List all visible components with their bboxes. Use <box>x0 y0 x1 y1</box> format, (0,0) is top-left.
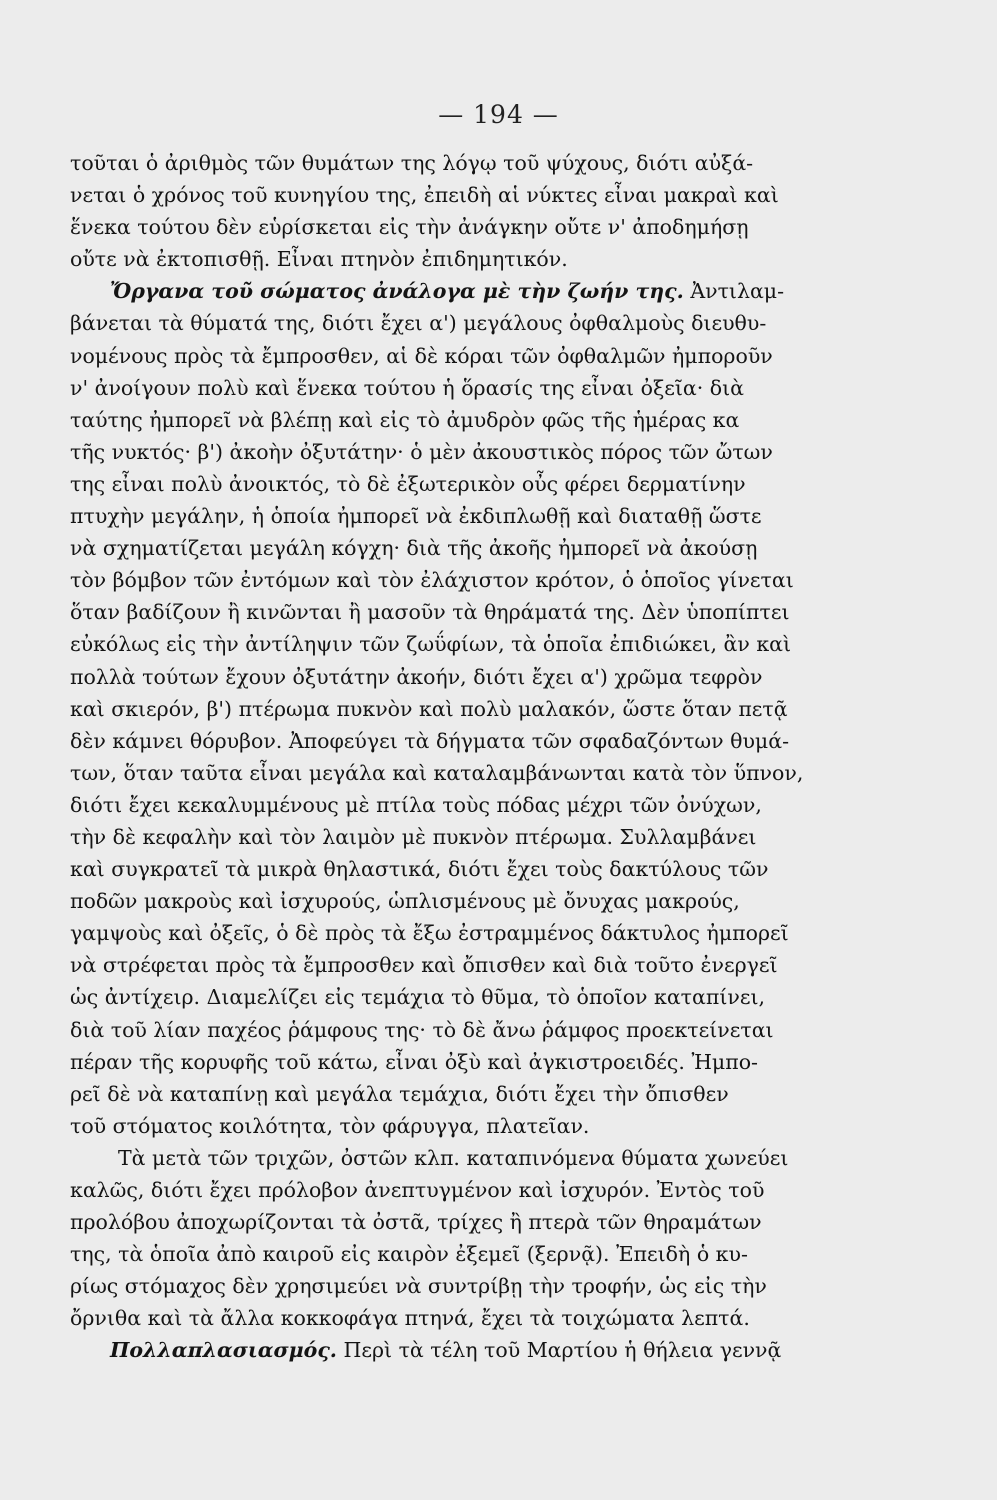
line-text: νὰ σχηματίζεται μεγάλη κόγχη· διὰ τῆς ἀκοῆς ἠμπορεῖ νὰ ἀκούσῃ <box>70 536 758 561</box>
text-line <box>70 789 940 821</box>
line-text: τοῦται ὁ ἀριθμὸς τῶν θυμάτων της λόγῳ τοῦ ψύχους, διότι αὐξά- <box>70 151 754 175</box>
line-text: πτυχὴν μεγάλην, ἡ ὁποία ἠμπορεῖ νὰ ἐκδιπλωθῇ καὶ διαταθῇ ὥστε <box>70 504 762 529</box>
line-text: τὸν βόμβον τῶν ἐντόμων καὶ τὸν ἐλάχιστον κρότον, ὁ ὁποῖος γίνεται <box>70 568 794 593</box>
line-text: των, ὅταν ταῦτα εἶναι μεγάλα καὶ καταλαμβάνωνται κατὰ τὸν ὕπνον, <box>70 760 804 785</box>
line-text: διὰ τοῦ λίαν παχέος ῥάμφους της· τὸ δὲ ἄνω ῥάμφος προεκτείνεται <box>70 1017 774 1042</box>
line-text: της, τὰ ὁποῖα ἀπὸ καιροῦ εἰς καιρὸν ἐξεμεῖ (ξερνᾷ). Ἐπειδὴ ὁ κυ- <box>70 1242 748 1267</box>
line-text: ὄρνιθα καὶ τὰ ἄλλα κοκκοφάγα πτηνά, ἔχει τὰ τοιχώματα λεπτά. <box>70 1306 750 1331</box>
text-line <box>70 1270 940 1302</box>
text-line <box>70 1334 940 1366</box>
text-line <box>70 307 940 339</box>
text-line <box>70 1046 940 1078</box>
line-text: καὶ σκιερόν, β') πτέρωμα πυκνὸν καὶ πολὺ μαλακόν, ὥστε ὅταν πετᾷ <box>70 696 788 721</box>
text-line <box>70 1174 940 1206</box>
text-line <box>70 1206 940 1238</box>
line-text: νεται ὁ χρόνος τοῦ κυνηγίου της, ἐπειδὴ αἱ νύκτες εἶναι μακραὶ καὶ <box>70 183 779 208</box>
line-text: Περὶ τὰ τέλη τοῦ Μαρτίου ἡ θήλεια γεννᾷ <box>336 1338 782 1363</box>
body-text <box>70 147 940 1367</box>
line-text: ὡς ἀντίχειρ. Διαμελίζει εἰς τεμάχια τὸ θῦμα, τὸ ὁποῖον καταπίνει, <box>70 985 766 1010</box>
text-line <box>70 436 940 468</box>
line-text: τῆς νυκτός· β') ἀκοὴν ὀξυτάτην· ὁ μὲν ἀκουστικὸς πόρος τῶν ὤτων <box>70 439 773 464</box>
line-text: προλόβου ἀποχωρίζονται τὰ ὀστᾶ, τρίχες ἢ πτερὰ τῶν θηραμάτων <box>70 1210 762 1235</box>
text-line <box>70 179 940 211</box>
text-line <box>70 949 940 981</box>
line-text: ἕνεκα τούτου δὲν εὑρίσκεται εἰς τὴν ἀνάγκην οὔτε ν' ἀποδημήσῃ <box>70 215 749 240</box>
line-text: εὐκόλως εἰς τὴν ἀντίληψιν τῶν ζωΰφίων, τὰ ὁποῖα ἐπιδιώκει, ἂν καὶ <box>70 632 792 657</box>
text-line <box>70 1238 940 1270</box>
text-line <box>70 885 940 917</box>
line-text: ρεῖ δὲ νὰ καταπίνῃ καὶ μεγάλα τεμάχια, διότι ἔχει τὴν ὄπισθεν <box>70 1081 729 1106</box>
line-text: πολλὰ τούτων ἔχουν ὀξυτάτην ἀκοήν, διότι ἔχει α') χρῶμα τεφρὸν <box>70 664 763 689</box>
line-text: δὲν κάμνει θόρυβον. Ἀποφεύγει τὰ δήγματα τῶν σφαδαζόντων θυμά- <box>70 728 790 753</box>
text-line <box>70 628 940 660</box>
section-heading: Ὄργανα τοῦ σώματος ἀνάλογα μὲ τὴν ζωήν της. <box>110 279 684 304</box>
page-number: — 194 — <box>438 100 559 129</box>
text-line <box>70 532 940 564</box>
text-line <box>70 917 940 949</box>
text-line <box>70 1110 940 1142</box>
line-text: ὅταν βαδίζουν ἢ κινῶνται ἢ μασοῦν τὰ θηράματά της. Δὲν ὑποπίπτει <box>70 600 790 625</box>
text-line <box>70 853 940 885</box>
text-line <box>70 725 940 757</box>
text-line <box>70 275 940 307</box>
text-line <box>70 981 940 1013</box>
section-title: Πολλαπλασιασμός. <box>110 1338 337 1363</box>
text-line <box>70 243 940 275</box>
line-text: διότι ἔχει κεκαλυμμένους μὲ πτίλα τοὺς πόδας μέχρι τῶν ὀνύχων, <box>70 792 762 817</box>
line-text: τοῦ στόματος κοιλότητα, τὸν φάρυγγα, πλατεῖαν. <box>70 1113 590 1138</box>
line-text: Τὰ μετὰ τῶν τριχῶν, ὀστῶν κλπ. καταπινόμενα θύματα χωνεύει <box>118 1145 789 1170</box>
line-text: ταύτης ἠμπορεῖ νὰ βλέπῃ καὶ εἰς τὸ ἀμυδρὸν φῶς τῆς ἡμέρας κα <box>70 407 740 432</box>
line-text: βάνεται τὰ θύματά της, διότι ἔχει α') μεγάλους ὀφθαλμοὺς διευθυ- <box>70 311 767 336</box>
line-text: καλῶς, διότι ἔχει πρόλοβον ἀνεπτυγμένον καὶ ἰσχυρόν. Ἐντὸς τοῦ <box>70 1178 765 1202</box>
text-line <box>70 211 940 243</box>
text-line <box>70 596 940 628</box>
text-line <box>70 661 940 693</box>
text-line <box>70 404 940 436</box>
text-line <box>70 1302 940 1334</box>
line-text: τὴν δὲ κεφαλὴν καὶ τὸν λαιμὸν μὲ πυκνὸν πτέρωμα. Συλλαμβάνει <box>70 824 757 849</box>
line-text: νομένους πρὸς τὰ ἔμπροσθεν, αἱ δὲ κόραι τῶν ὀφθαλμῶν ἠμποροῦν <box>70 343 773 368</box>
text-line <box>70 757 940 789</box>
text-line <box>70 1078 940 1110</box>
text-line <box>70 340 940 372</box>
line-text: ν' ἀνοίγουν πολὺ καὶ ἕνεκα τούτου ἡ ὅρασίς της εἶναι ὀξεῖα· διὰ <box>70 375 744 400</box>
line-text: της εἶναι πολὺ ἀνοικτός, τὸ δὲ ἐξωτερικὸν οὖς φέρει δερματίνην <box>70 471 746 496</box>
line-text: Ἀντιλαμ- <box>683 279 785 304</box>
text-line <box>70 693 940 725</box>
line-text: νὰ στρέφεται πρὸς τὰ ἔμπροσθεν καὶ ὄπισθεν καὶ διὰ τοῦτο ἐνεργεῖ <box>70 953 778 978</box>
line-text: πέραν τῆς κορυφῆς τοῦ κάτω, εἶναι ὀξὺ καὶ ἀγκιστροειδές. Ἠμπο- <box>70 1049 758 1074</box>
text-line <box>70 1142 940 1174</box>
text-line <box>70 372 940 404</box>
text-line <box>70 564 940 596</box>
text-line <box>70 821 940 853</box>
text-line <box>70 147 940 179</box>
line-text: ρίως στόμαχος δὲν χρησιμεύει νὰ συντρίβῃ τὴν τροφήν, ὡς εἰς τὴν <box>70 1274 767 1299</box>
text-line <box>70 1014 940 1046</box>
line-text: γαμψοὺς καὶ ὀξεῖς, ὁ δὲ πρὸς τὰ ἔξω ἐστραμμένος δάκτυλος ἠμπορεῖ <box>70 921 789 946</box>
text-line <box>70 500 940 532</box>
text-line <box>70 468 940 500</box>
line-text: οὔτε νὰ ἐκτοπισθῇ. Εἶναι πτηνὸν ἐπιδημητικόν. <box>70 247 568 272</box>
line-text: καὶ συγκρατεῖ τὰ μικρὰ θηλαστικά, διότι ἔχει τοὺς δακτύλους τῶν <box>70 857 769 882</box>
line-text: ποδῶν μακροὺς καὶ ἰσχυρούς, ὡπλισμένους μὲ ὄνυχας μακρούς, <box>70 889 740 914</box>
